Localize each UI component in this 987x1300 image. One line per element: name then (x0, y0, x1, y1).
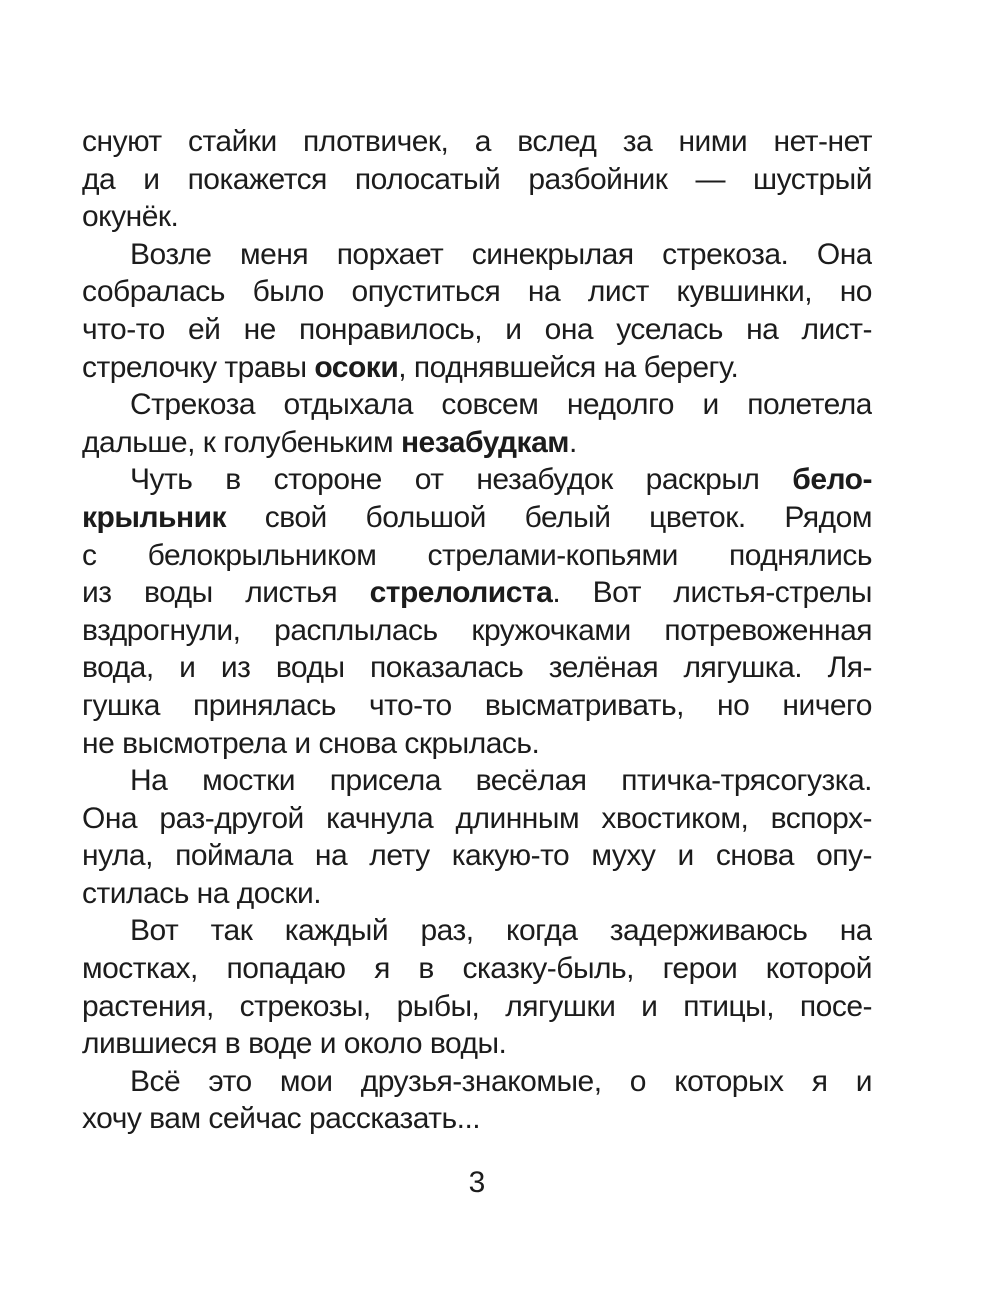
text-segment: Чуть в стороне от незабудок раскрыл (130, 463, 793, 497)
text-line (82, 424, 872, 462)
paragraph (82, 386, 872, 461)
text-segment: нула, поймала на лету какую-то муху и снова опу- (82, 839, 872, 873)
text-line (82, 762, 872, 800)
text-line (82, 800, 872, 838)
paragraph (82, 461, 872, 762)
text-segment: окунёк. (82, 200, 179, 234)
text-line (82, 537, 872, 575)
text-segment: . Вот листья-стрелы (552, 576, 872, 610)
text-segment: На мостки присела весёлая птичка-трясогузка. (130, 764, 872, 798)
text-segment: мостках, попадаю я в сказку-быль, герои которой (82, 952, 872, 986)
text-segment: да и покажется полосатый разбойник — шустрый (82, 162, 872, 196)
text-line (82, 837, 872, 875)
text-segment: Стрекоза отдыхала совсем недолго и полетела (130, 388, 872, 422)
bold-term: крыльник (82, 500, 227, 534)
text-segment: Всё это мои друзья-знакомые, о которых я и (130, 1064, 872, 1098)
text-segment: снуют стайки плотвичек, а вслед за ними нет-нет (82, 125, 872, 158)
text-segment: из воды листья (82, 576, 370, 610)
text-segment: стилась на доски. (82, 876, 322, 910)
text-line (82, 273, 872, 311)
text-segment: лившиеся в воде и около воды. (82, 1027, 507, 1061)
text-line (82, 574, 872, 612)
text-segment: дальше, к голубеньким (82, 425, 401, 459)
paragraph (82, 1063, 872, 1138)
page-number: 3 (468, 1166, 486, 1199)
text-line (82, 499, 872, 537)
bold-term: бело- (792, 463, 872, 497)
paragraph (82, 123, 872, 236)
text-segment: . (568, 425, 577, 459)
text-segment: Возле меня порхает синекрылая стрекоза. Она (130, 237, 872, 271)
text-line (82, 123, 872, 161)
text-line (82, 386, 872, 424)
text-line (82, 988, 872, 1026)
paragraph (82, 236, 872, 386)
text-line (82, 912, 872, 950)
text-segment: Она раз-другой качнула длинным хвостиком, вспорх- (82, 801, 872, 835)
bold-term: незабудкам (400, 425, 569, 459)
text-segment: вздрогнули, расплылась кружочками потревоженная (82, 613, 872, 647)
text-line (82, 349, 872, 387)
text-segment: хочу вам сейчас рассказать... (82, 1102, 481, 1136)
text-line (82, 461, 872, 499)
story-text (82, 123, 872, 1138)
text-segment: собралась было опуститься на лист кувшинки, но (82, 275, 872, 309)
text-line (82, 311, 872, 349)
bold-term: осоки (314, 350, 399, 384)
text-segment: вода, и из воды показалась зелёная лягушка. Ля- (82, 651, 872, 685)
text-line (82, 950, 872, 988)
text-line (82, 1063, 872, 1101)
text-segment: не высмотрела и снова скрылась. (82, 726, 540, 760)
text-line (82, 687, 872, 725)
paragraph (82, 912, 872, 1062)
text-line (82, 875, 872, 913)
text-line (82, 236, 872, 274)
text-line (82, 161, 872, 199)
text-segment: гушка принялась что-то высматривать, но ничего (82, 688, 872, 722)
text-segment: свой большой белый цветок. Рядом (226, 500, 872, 534)
text-segment: что-то ей не понравилось, и она уселась на лист- (82, 312, 872, 346)
text-line (82, 725, 872, 763)
text-segment: стрелочку травы (82, 350, 315, 384)
text-line (82, 649, 872, 687)
text-line (82, 612, 872, 650)
text-segment: Вот так каждый раз, когда задерживаюсь на (130, 914, 872, 948)
text-line (82, 1100, 872, 1138)
text-segment: растения, стрекозы, рыбы, лягушки и птицы, посе- (82, 989, 872, 1023)
text-line (82, 198, 872, 236)
text-segment: с белокрыльником стрелами-копьями поднялись (82, 538, 872, 572)
bold-term: стрелолиста (369, 576, 553, 610)
text-segment: , поднявшейся на берегу. (398, 350, 739, 384)
paragraph (82, 762, 872, 912)
text-line (82, 1025, 872, 1063)
